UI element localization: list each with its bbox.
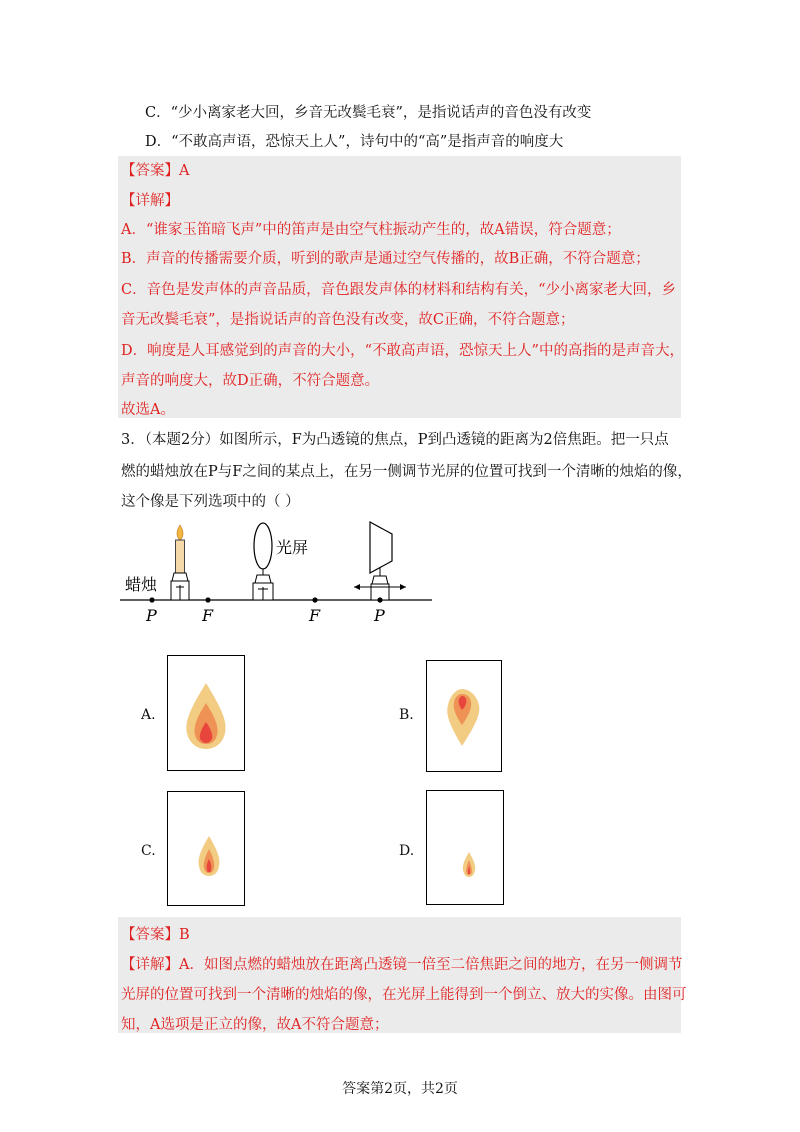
candle-flame-icon [177, 525, 183, 540]
point-label: P [374, 606, 385, 625]
detail-line: C．音色是发声体的声音品质，音色跟发声体的材料和结构有关，“少小离家老大回，乡 [121, 282, 677, 298]
choice-b-image [426, 660, 502, 772]
detail-line-first [121, 953, 682, 974]
detail-line: 音无改鬓毛衰”，是指说话声的音色没有改变，故C正确，不符合题意； [121, 312, 575, 328]
candle-label: 蜡烛 [125, 575, 158, 594]
answer-label: 【答案】 [121, 927, 179, 943]
point-label: F [202, 606, 214, 625]
detail-line: 声音的响度大，故D正确，不符合题意。 [121, 373, 380, 389]
screen-label: 光屏 [276, 538, 309, 557]
flame-inverted-large-icon [427, 661, 501, 771]
answer-line-q2 [121, 159, 189, 180]
screen-icon [370, 522, 392, 573]
question-3-line: 3．（本题2分）如图所示，F为凸透镜的焦点，P到凸透镜的距离为2倍焦距。把一只点 [121, 432, 669, 448]
optical-bench-diagram [110, 515, 440, 630]
detail-text: A．如图点燃的蜡烛放在距离凸透镜一倍至二倍焦距之间的地方，在另一侧调节 [179, 957, 683, 973]
page-footer: 答案第2页，共2页 [342, 1081, 458, 1097]
flame-upright-tiny-icon [427, 791, 503, 904]
choice-d-label: D. [399, 843, 415, 859]
detail-line: 知，A选项是正立的像，故A不符合题意； [121, 1017, 389, 1033]
detail-line: D．响度是人耳感觉到的声音的大小，“不敢高声语，恐惊天上人”中的高指的是声音大， [121, 343, 684, 359]
point-label: F [309, 606, 321, 625]
conclusion: 故选A。 [121, 402, 175, 418]
option-d: D．“不敢高声语，恐惊天上人”，诗句中的“高”是指声音的响度大 [145, 134, 564, 150]
choice-c-image [167, 791, 245, 906]
candle-icon [176, 540, 185, 573]
detail-label: 【详解】 [121, 193, 179, 209]
answer-value: A [179, 163, 190, 179]
answer-value: B [179, 927, 190, 943]
detail-label: 【详解】 [121, 957, 179, 973]
choice-a-image [167, 655, 245, 771]
detail-line: B．声音的传播需要介质，听到的歌声是通过空气传播的，故B正确，不符合题意； [121, 251, 650, 267]
choice-b-label: B. [399, 707, 414, 723]
detail-line: 光屏的位置可找到一个清晰的烛焰的像，在光屏上能得到一个倒立、放大的实像。由图可 [121, 987, 687, 1003]
flame-upright-large-icon [168, 656, 244, 770]
point-p-right [377, 597, 382, 602]
lens-icon [254, 523, 272, 569]
point-label: P [146, 606, 157, 625]
flame-upright-small-icon [168, 792, 244, 905]
detail-line: A．“谁家玉笛暗飞声”中的笛声是由空气柱振动产生的，故A错误，符合题意； [121, 222, 621, 238]
answer-label: 【答案】 [121, 163, 179, 179]
point-p-left [149, 597, 154, 602]
question-3-line: 燃的蜡烛放在P与F之间的某点上，在另一侧调节光屏的位置可找到一个清晰的烛焰的像， [121, 464, 692, 480]
point-f-left [205, 597, 210, 602]
option-c: C．“少小离家老大回，乡音无改鬓毛衰”，是指说话声的音色没有改变 [145, 105, 592, 121]
point-f-right [312, 597, 317, 602]
choice-d-image [426, 790, 504, 905]
answer-line-q3 [121, 923, 190, 944]
question-3-line: 这个像是下列选项中的（ ） [121, 494, 300, 510]
choice-c-label: C. [141, 843, 156, 859]
choice-a-label: A. [141, 707, 156, 723]
